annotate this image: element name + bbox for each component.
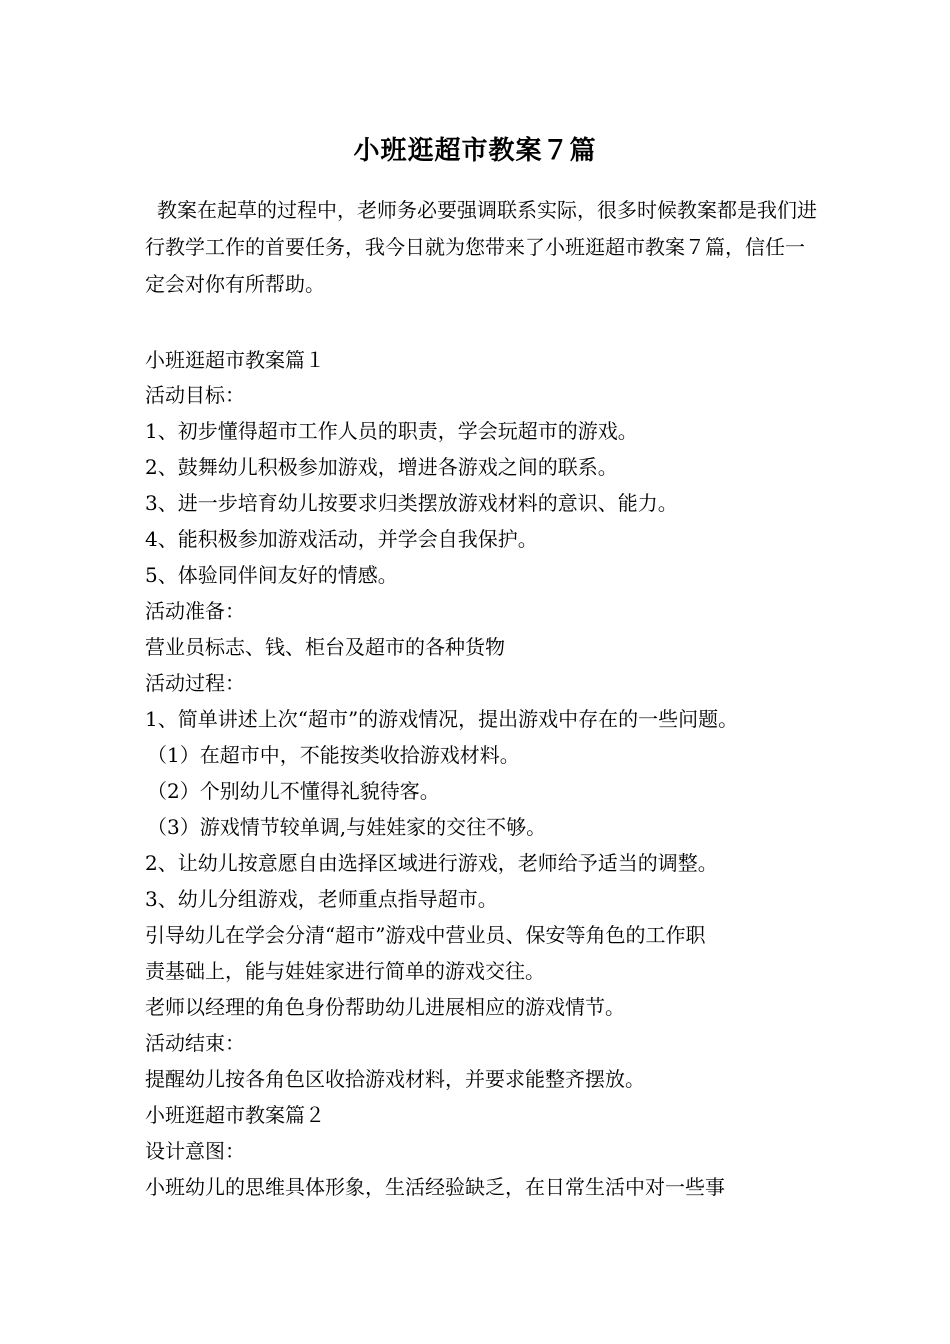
process-item: 1、简单讲述上次“超市”的游戏情况，提出游戏中存在的一些问题。	[145, 707, 739, 731]
body-line: 责基础上，能与娃娃家进行简单的游戏交往。	[145, 959, 545, 983]
body-line: 引导幼儿在学会分清“超市”游戏中营业员、保安等角色的工作职	[145, 923, 706, 947]
goal-item: 2、鼓舞幼儿积极参加游戏，增进各游戏之间的联系。	[145, 455, 618, 479]
prep-text: 营业员标志、钱、柜台及超市的各种货物	[145, 635, 505, 659]
document-title: 小班逛超市教案７篇	[353, 136, 597, 166]
goal-item: 5、体验同伴间友好的情感。	[145, 563, 398, 587]
label-activity-goals: 活动目标：	[145, 383, 245, 407]
body-line: 小班幼儿的思维具体形象，生活经验缺乏，在日常生活中对一些事	[145, 1175, 725, 1199]
intro-paragraph: 教案在起草的过程中，老师务必要强调联系实际，很多时候教案都是我们进行教学工作的首要任务，我今日就为您带来了小班逛超市教案７篇，信任一定会对你有所帮助。	[145, 198, 817, 296]
process-subitem: （2）个别幼儿不懂得礼貌待客。	[147, 779, 440, 803]
body-line: 提醒幼儿按各角色区收拾游戏材料，并要求能整齐摆放。	[145, 1067, 645, 1091]
process-item: 3、幼儿分组游戏，老师重点指导超市。	[145, 887, 498, 911]
label-design-intent: 设计意图：	[145, 1139, 245, 1163]
label-activity-prep: 活动准备：	[145, 599, 245, 623]
label-activity-end: 活动结束：	[145, 1031, 245, 1055]
label-activity-process: 活动过程：	[145, 671, 245, 695]
goal-item: 1、初步懂得超市工作人员的职责，学会玩超市的游戏。	[145, 419, 638, 443]
process-item: 2、让幼儿按意愿自由选择区域进行游戏，老师给予适当的调整。	[145, 851, 718, 875]
goal-item: 4、能积极参加游戏活动，并学会自我保护。	[145, 527, 538, 551]
process-subitem: （3）游戏情节较单调,与娃娃家的交往不够。	[147, 815, 547, 839]
section-heading-2: 小班逛超市教案篇２	[145, 1103, 325, 1127]
goal-item: 3、进一步培育幼儿按要求归类摆放游戏材料的意识、能力。	[145, 491, 678, 515]
process-subitem: （1）在超市中，不能按类收拾游戏材料。	[147, 743, 520, 767]
body-line: 老师以经理的角色身份帮助幼儿进展相应的游戏情节。	[145, 995, 625, 1019]
section-heading-1: 小班逛超市教案篇１	[145, 348, 325, 372]
